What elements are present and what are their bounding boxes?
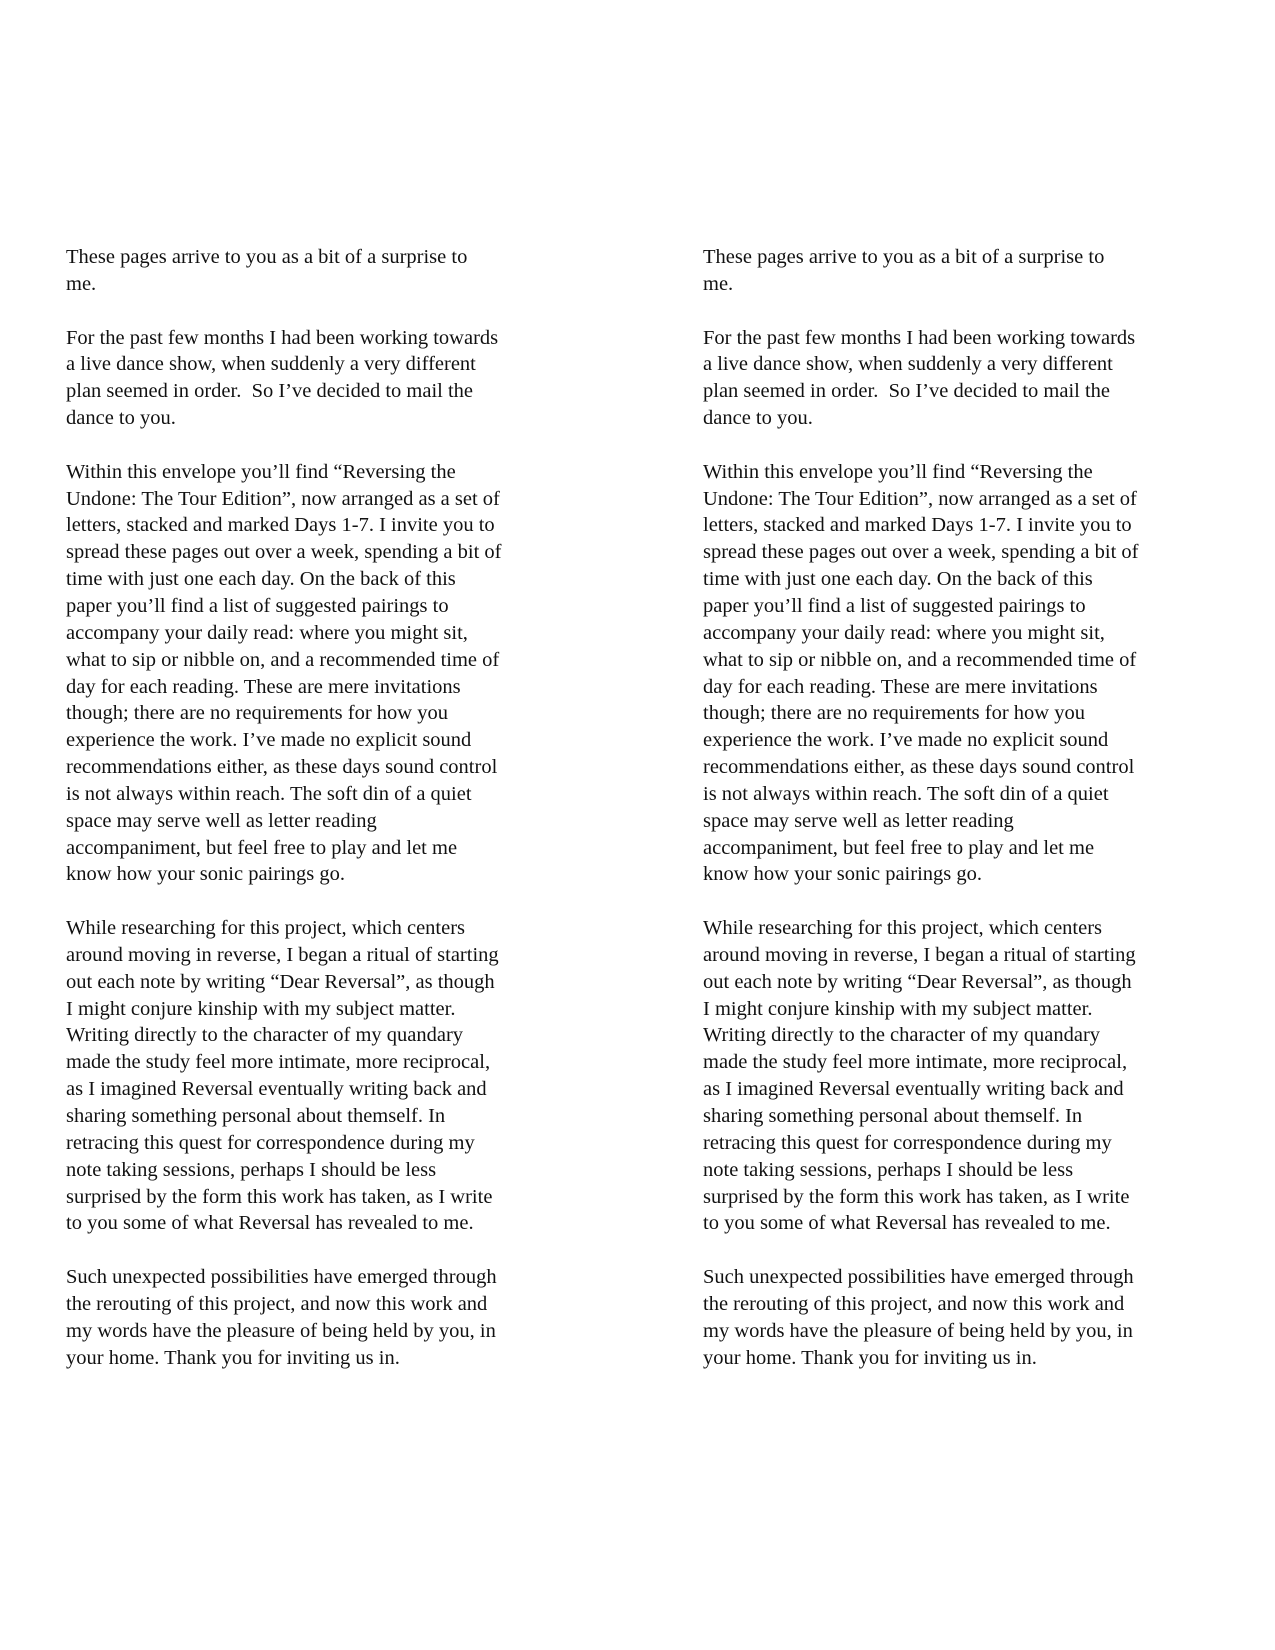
text-line: accompaniment, but feel free to play and let me — [66, 836, 458, 859]
text-line: is not always within reach. The soft din of a quiet — [66, 782, 472, 805]
text-line: know how your sonic pairings go. — [703, 863, 983, 886]
text-line: the rerouting of this project, and now this work and — [703, 1292, 1125, 1315]
text-line: Within this envelope you’ll find “Reversing the — [703, 460, 1093, 483]
letter-column-right — [703, 244, 1213, 1371]
paragraph-gap — [703, 1237, 1213, 1264]
text-line: though; there are no requirements for how you — [66, 702, 448, 725]
text-line: space may serve well as letter reading — [703, 809, 1014, 832]
text-line: plan seemed in order. So I’ve decided to mail the — [703, 380, 1111, 403]
text-line: my words have the pleasure of being held by you, in — [66, 1319, 496, 1342]
text-line: time with just one each day. On the back of this — [703, 568, 1093, 591]
text-line: made the study feel more intimate, more reciprocal, — [703, 1051, 1128, 1074]
paragraph — [66, 915, 576, 1237]
text-line: paper you’ll find a list of suggested pairings to — [703, 594, 1086, 617]
text-line: know how your sonic pairings go. — [66, 863, 346, 886]
text-line: I might conjure kinship with my subject matter. — [66, 997, 456, 1020]
text-line: note taking sessions, perhaps I should be less — [66, 1158, 437, 1181]
text-line: For the past few months I had been working towards — [703, 326, 1136, 349]
paragraph — [66, 1264, 576, 1371]
text-line: note taking sessions, perhaps I should be less — [703, 1158, 1074, 1181]
text-line: These pages arrive to you as a bit of a surprise to — [703, 246, 1105, 268]
text-line: a live dance show, when suddenly a very different — [66, 353, 476, 376]
text-line: accompany your daily read: where you might sit, — [703, 621, 1105, 644]
text-line: sharing something personal about themself. In — [66, 1105, 446, 1127]
text-line: surprised by the form this work has taken, as I write — [703, 1185, 1130, 1208]
text-line: as I imagined Reversal eventually writing back and — [703, 1078, 1124, 1101]
text-line: Such unexpected possibilities have emerged through — [66, 1266, 497, 1289]
text-line: Writing directly to the character of my quandary — [66, 1024, 464, 1047]
text-line: sharing something personal about themself. In — [703, 1105, 1083, 1127]
paragraph-gap — [66, 1237, 576, 1264]
text-line: what to sip or nibble on, and a recommended time of — [66, 648, 500, 671]
text-line: day for each reading. These are mere invitations — [66, 675, 461, 698]
text-line: my words have the pleasure of being held by you, in — [703, 1319, 1133, 1342]
text-line: While researching for this project, which centers — [66, 917, 466, 940]
text-line: experience the work. I’ve made no explicit sound — [703, 729, 1109, 752]
text-line: retracing this quest for correspondence during my — [66, 1131, 475, 1154]
text-line: me. — [703, 272, 734, 295]
text-line: to you some of what Reversal has revealed to me. — [703, 1212, 1111, 1235]
text-line: recommendations either, as these days sound control — [703, 756, 1135, 779]
text-line: Such unexpected possibilities have emerged through — [703, 1266, 1134, 1289]
paragraph-gap — [703, 432, 1213, 459]
text-line: around moving in reverse, I began a ritual of starting — [703, 943, 1136, 966]
text-line: out each note by writing “Dear Reversal”, as though — [66, 970, 495, 993]
text-line: accompany your daily read: where you might sit, — [66, 621, 468, 644]
paragraph-gap — [66, 298, 576, 325]
text-line: time with just one each day. On the back of this — [66, 568, 456, 591]
paragraph — [66, 325, 576, 432]
text-line: space may serve well as letter reading — [66, 809, 377, 832]
text-line: Writing directly to the character of my quandary — [703, 1024, 1101, 1047]
text-line: recommendations either, as these days sound control — [66, 756, 498, 779]
text-line: Undone: The Tour Edition”, now arranged as a set of — [703, 487, 1137, 510]
letter-column-left — [66, 244, 576, 1371]
text-line: plan seemed in order. So I’ve decided to mail the — [66, 380, 474, 403]
text-line: These pages arrive to you as a bit of a surprise to — [66, 246, 468, 268]
text-line: a live dance show, when suddenly a very different — [703, 353, 1113, 376]
text-line: Undone: The Tour Edition”, now arranged as a set of — [66, 487, 500, 510]
text-line: your home. Thank you for inviting us in. — [703, 1346, 1037, 1369]
text-line: experience the work. I’ve made no explicit sound — [66, 729, 472, 752]
text-line: made the study feel more intimate, more reciprocal, — [66, 1051, 491, 1074]
text-line: what to sip or nibble on, and a recommended time of — [703, 648, 1137, 671]
text-line: out each note by writing “Dear Reversal”, as though — [703, 970, 1132, 993]
text-line: dance to you. — [66, 407, 176, 430]
paragraph — [66, 244, 576, 298]
text-line: spread these pages out over a week, spending a bit of — [66, 541, 502, 564]
paragraph — [703, 915, 1213, 1237]
text-line: letters, stacked and marked Days 1-7. I invite you to — [703, 514, 1132, 537]
text-line: to you some of what Reversal has revealed to me. — [66, 1212, 474, 1235]
paragraph — [703, 1264, 1213, 1371]
text-line: For the past few months I had been working towards — [66, 326, 499, 349]
paragraph — [703, 325, 1213, 432]
text-line: Within this envelope you’ll find “Reversing the — [66, 460, 456, 483]
text-line: accompaniment, but feel free to play and let me — [703, 836, 1095, 859]
text-line: though; there are no requirements for how you — [703, 702, 1085, 725]
text-line: your home. Thank you for inviting us in. — [66, 1346, 400, 1369]
text-line: I might conjure kinship with my subject matter. — [703, 997, 1093, 1020]
paragraph — [703, 244, 1213, 298]
paragraph-gap — [703, 888, 1213, 915]
paragraph-gap — [66, 432, 576, 459]
text-line: the rerouting of this project, and now this work and — [66, 1292, 488, 1315]
paragraph — [703, 459, 1213, 889]
text-line: spread these pages out over a week, spending a bit of — [703, 541, 1139, 564]
text-line: day for each reading. These are mere invitations — [703, 675, 1098, 698]
paragraph-gap — [66, 888, 576, 915]
text-line: While researching for this project, which centers — [703, 917, 1103, 940]
text-line: surprised by the form this work has taken, as I write — [66, 1185, 493, 1208]
text-line: as I imagined Reversal eventually writing back and — [66, 1078, 487, 1101]
text-line: around moving in reverse, I began a ritual of starting — [66, 943, 499, 966]
text-line: paper you’ll find a list of suggested pairings to — [66, 594, 449, 617]
paragraph — [66, 459, 576, 889]
text-line: retracing this quest for correspondence during my — [703, 1131, 1112, 1154]
text-line: me. — [66, 272, 97, 295]
text-line: dance to you. — [703, 407, 813, 430]
paragraph-gap — [703, 298, 1213, 325]
text-line: letters, stacked and marked Days 1-7. I invite you to — [66, 514, 495, 537]
text-line: is not always within reach. The soft din of a quiet — [703, 782, 1109, 805]
